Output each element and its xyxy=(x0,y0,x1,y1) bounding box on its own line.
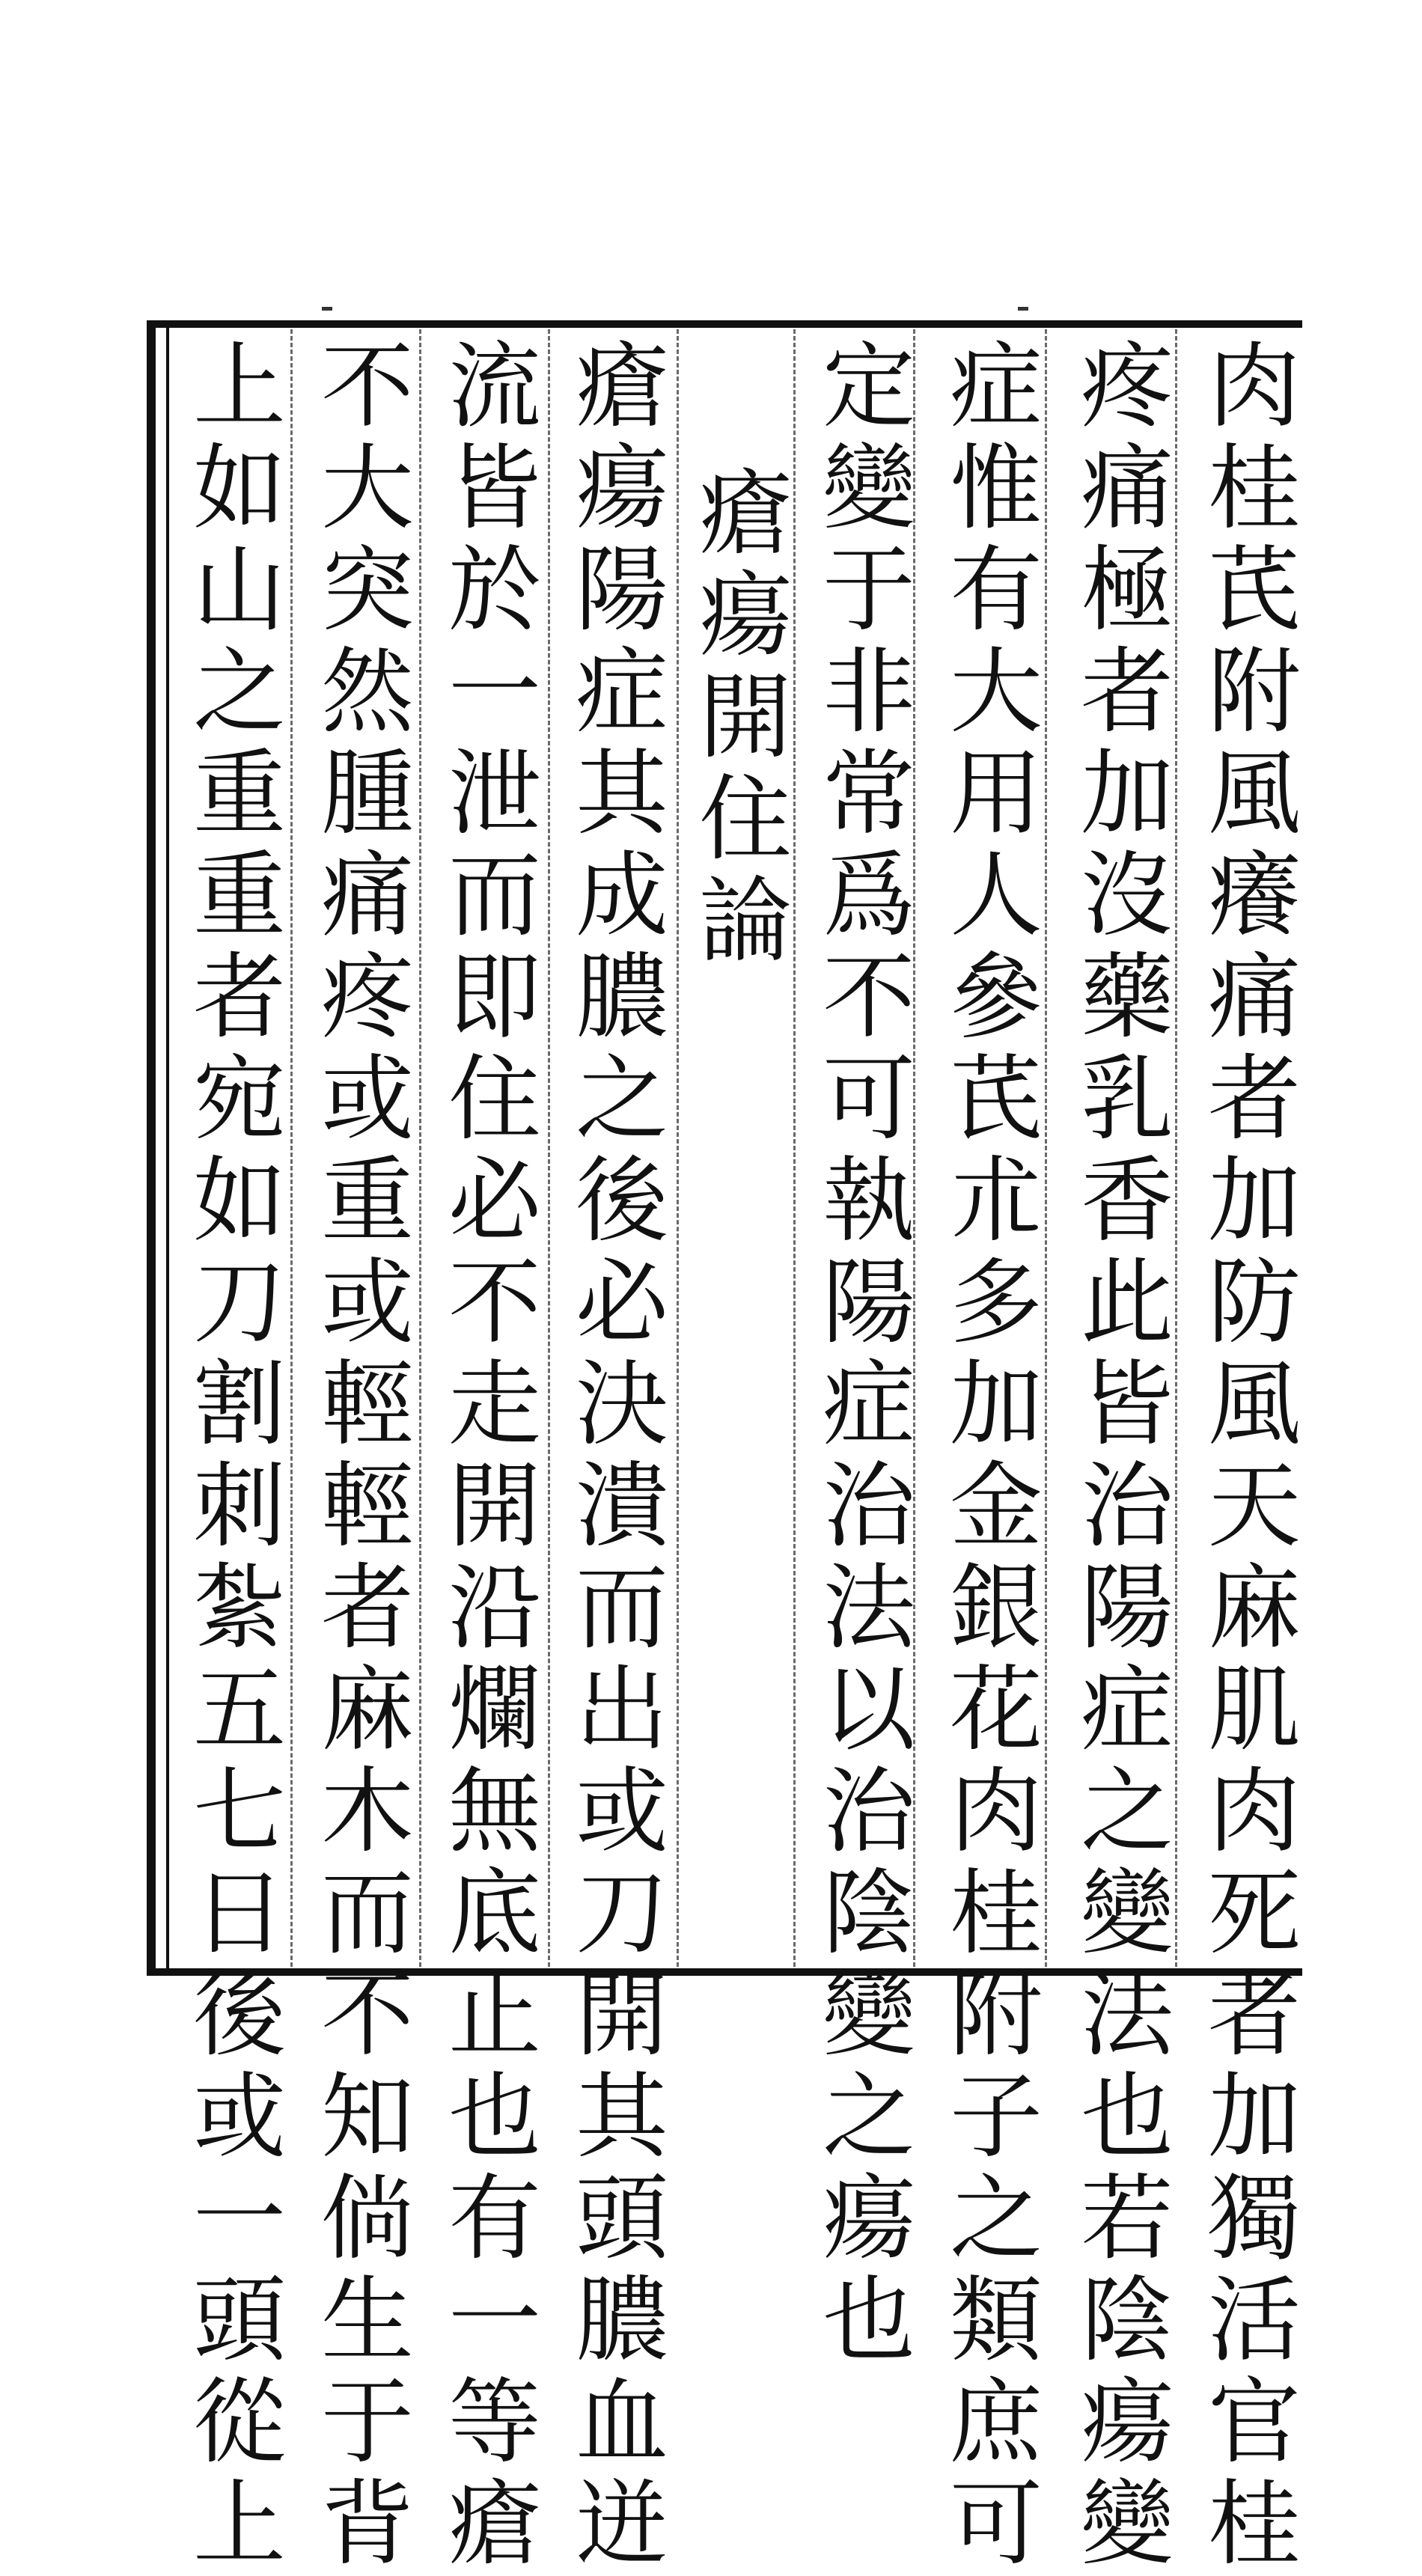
text-column-9: 上如山之重重者宛如刀割刺紮五七日後或一頭從上 xyxy=(177,337,285,2576)
column-rule xyxy=(1045,329,1047,1967)
column-rule xyxy=(290,329,293,1967)
text-column-1: 肉桂芪附風癢痛者加防風天麻肌肉死者加獨活官桂 xyxy=(1192,337,1300,2576)
text-column-6: 瘡瘍陽症其成膿之後必決潰而出或刀開其頭膿血迸 xyxy=(560,337,668,2576)
frame-left-border xyxy=(147,320,156,1976)
print-mark xyxy=(1018,307,1028,311)
section-title: 瘡瘍開住論 xyxy=(683,464,791,973)
column-rule xyxy=(793,329,796,1967)
text-column-3: 症惟有大用人參芪朮多加金銀花肉桂附子之類庶可 xyxy=(934,337,1042,2576)
frame-top-border xyxy=(147,320,1302,328)
text-column-8: 不大突然腫痛疼或重或輕輕者麻木而不知倘生于背 xyxy=(305,337,413,2576)
column-rule xyxy=(548,329,550,1967)
text-column-2: 疼痛極者加沒藥乳香此皆治陽症之變法也若陰瘍變 xyxy=(1065,337,1173,2576)
column-rule xyxy=(419,329,421,1967)
print-mark xyxy=(322,307,332,311)
column-rule xyxy=(677,329,679,1967)
column-rule xyxy=(1175,329,1177,1967)
text-column-4: 定變于非常爲不可執陽症治法以治陰變之瘍也 xyxy=(807,337,915,2372)
frame-left-inner-border xyxy=(166,328,169,1968)
text-column-7: 流皆於一泄而即住必不走開沿爛無底止也有一等瘡 xyxy=(433,337,540,2576)
